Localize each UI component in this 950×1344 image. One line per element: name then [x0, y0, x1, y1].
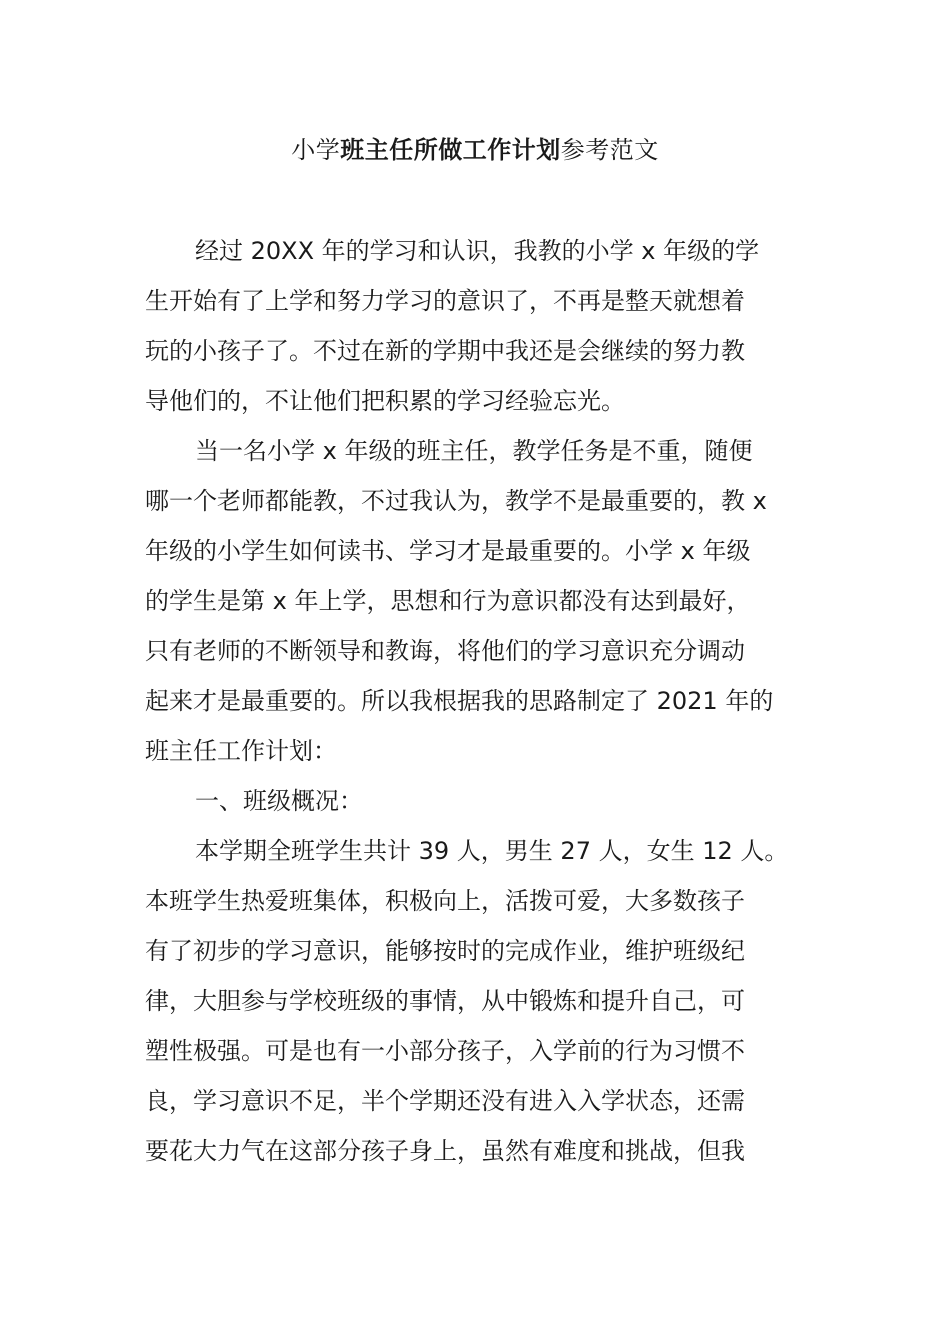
paragraph-line: 律，大胆参与学校班级的事情，从中锻炼和提升自己，可 — [145, 987, 745, 1015]
document-title — [0, 132, 950, 168]
paragraph-line: 起来才是最重要的。所以我根据我的思路制定了 2021 年的 — [145, 687, 774, 715]
paragraph-line: 有了初步的学习意识，能够按时的完成作业，维护班级纪 — [145, 937, 745, 965]
paragraph-line: 经过 20XX 年的学习和认识，我教的小学 x 年级的学 — [195, 237, 760, 265]
paragraph-line: 塑性极强。可是也有一小部分孩子，入学前的行为习惯不 — [145, 1037, 745, 1065]
paragraph-line: 导他们的，不让他们把积累的学习经验忘光。 — [145, 387, 625, 415]
paragraph-line: 本学期全班学生共计 39 人，男生 27 人，女生 12 人。 — [195, 837, 789, 865]
paragraph-line: 良，学习意识不足，半个学期还没有进入入学状态，还需 — [145, 1087, 745, 1115]
paragraph-line: 的学生是第 x 年上学，思想和行为意识都没有达到最好， — [145, 587, 751, 615]
paragraph-line: 生开始有了上学和努力学习的意识了，不再是整天就想着 — [145, 287, 745, 315]
section-heading: 一、班级概况： — [195, 787, 363, 815]
paragraph-line: 当一名小学 x 年级的班主任，教学任务是不重，随便 — [195, 437, 753, 465]
paragraph-line: 班主任工作计划： — [145, 737, 337, 765]
document-body — [145, 226, 815, 1176]
title-bold-part: 班主任所做工作计划 — [340, 136, 561, 164]
paragraph-line: 哪一个老师都能教，不过我认为，教学不是最重要的，教 x — [145, 487, 767, 515]
paragraph-line: 本班学生热爱班集体，积极向上，活拨可爱，大多数孩子 — [145, 887, 745, 915]
paragraph-line: 只有老师的不断领导和教诲，将他们的学习意识充分调动 — [145, 637, 745, 665]
title-suffix: 参考范文 — [560, 136, 659, 164]
paragraph-line: 玩的小孩子了。不过在新的学期中我还是会继续的努力教 — [145, 337, 745, 365]
paragraph-line: 要花大力气在这部分孩子身上，虽然有难度和挑战，但我 — [145, 1137, 745, 1165]
title-prefix: 小学 — [291, 136, 341, 164]
paragraph-line: 年级的小学生如何读书、学习才是最重要的。小学 x 年级 — [145, 537, 751, 565]
